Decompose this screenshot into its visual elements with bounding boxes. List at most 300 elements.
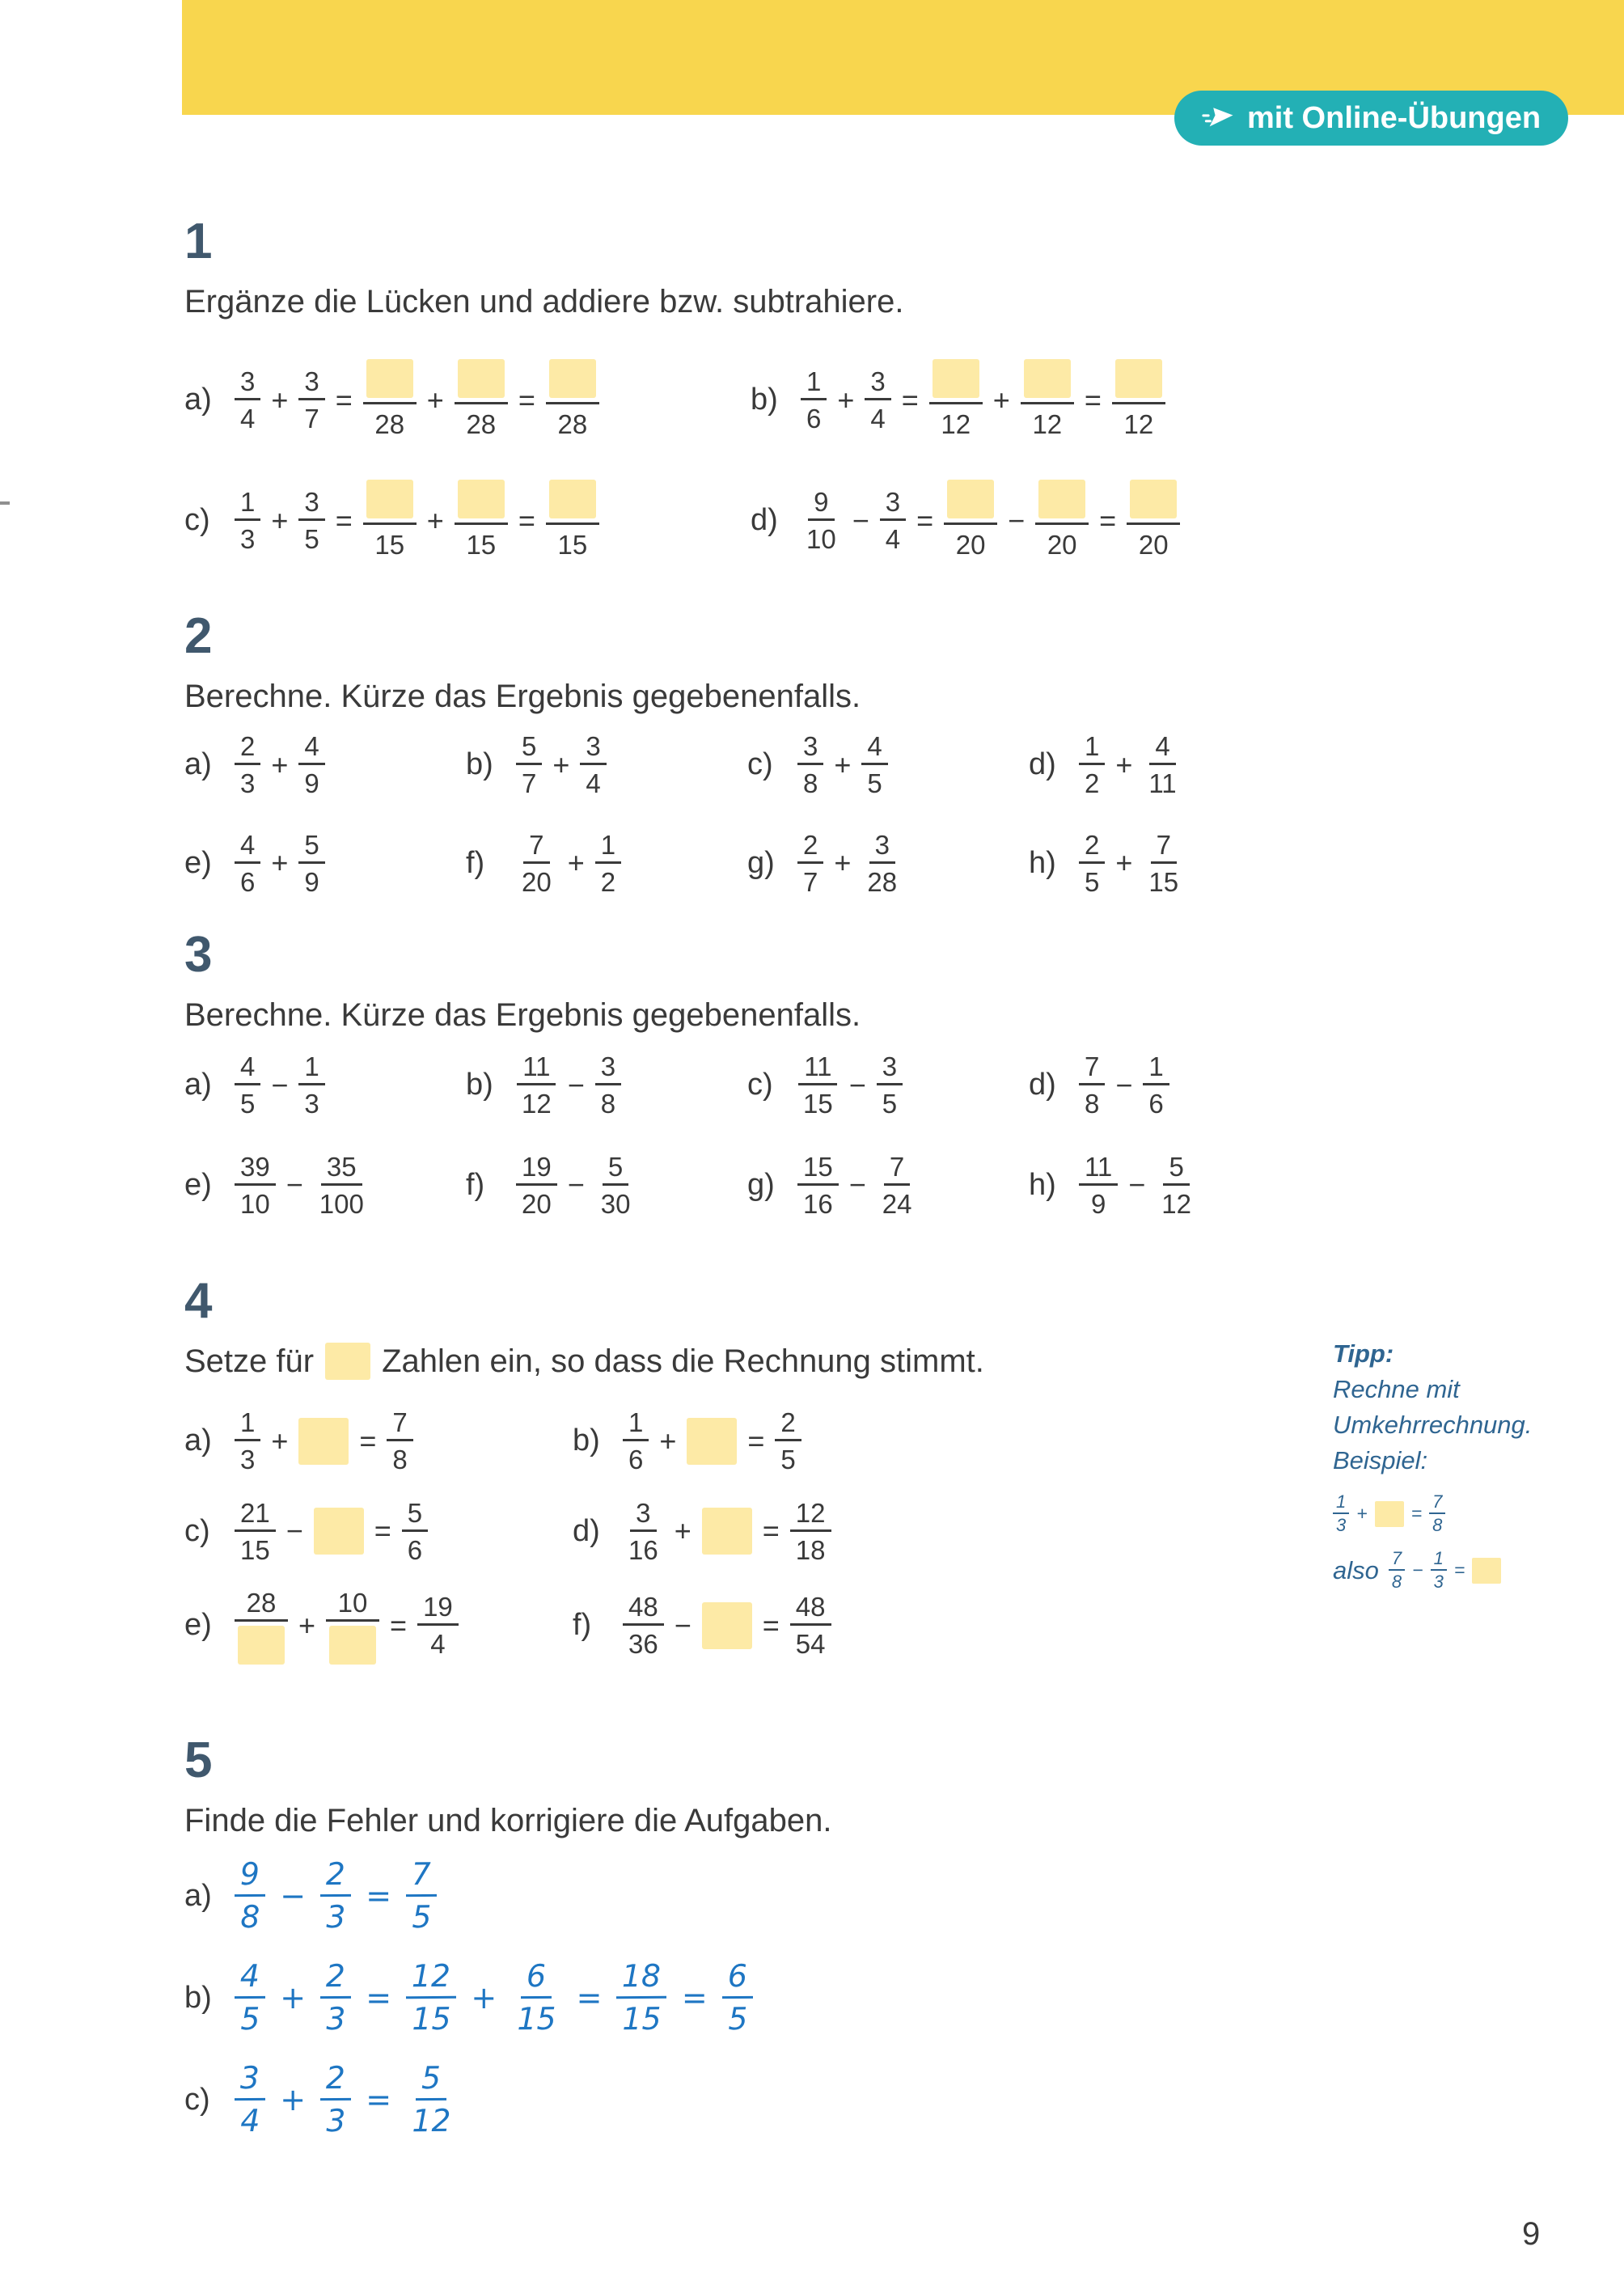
problem-b [184,1957,753,2038]
problem-d [751,480,1317,561]
problem-label: h) [1029,1167,1056,1202]
answer-box[interactable] [1375,1501,1404,1527]
problem-label: e) [184,1608,212,1643]
answer-fraction [326,1586,379,1665]
fraction [516,730,542,801]
expression [1079,1150,1197,1221]
fraction [877,1150,918,1221]
exercise-number: 3 [184,927,213,983]
answer-box[interactable] [549,480,596,518]
denominator: 5 [304,524,319,555]
fraction [775,1406,801,1477]
problem-row [184,2059,832,2140]
numerator: 5 [516,730,542,765]
online-exercises-badge[interactable] [1174,91,1568,146]
fraction [1079,828,1105,899]
numerator: 3 [298,365,324,400]
fraction [595,1150,636,1221]
expression [235,359,599,441]
expression [235,1150,370,1221]
denominator: 6 [407,1534,423,1565]
denominator: 3 [1336,1515,1347,1536]
denominator: 10 [806,524,836,555]
operator: − [852,503,869,537]
numerator: 7 [1151,828,1177,864]
expression [516,1150,636,1221]
answer-fraction [944,480,997,561]
problem-label: c) [184,1513,210,1548]
numerator: 9 [235,1855,266,1897]
numerator: 1 [1333,1491,1349,1514]
problem-f [466,828,747,899]
denominator: 3 [326,2000,346,2037]
problem-d [573,1496,961,1567]
expression [623,1590,831,1661]
fraction [298,485,324,556]
fraction [320,1855,352,1936]
answer-box[interactable] [238,1626,285,1665]
exercise-2 [184,608,1310,899]
fraction [721,1957,753,2038]
fraction [314,1150,370,1221]
operator: + [271,747,289,781]
numerator: 7 [1429,1491,1445,1514]
denominator: 2 [1085,768,1100,799]
answer-box[interactable] [549,359,596,398]
fraction [235,730,260,801]
numerator: 1 [1431,1548,1447,1571]
problem-f [466,1150,747,1221]
operator: − [1115,1068,1133,1102]
operator: = [1410,1503,1423,1525]
operator: + [1356,1503,1368,1525]
exercise-instruction: Berechne. Kürze das Ergebnis gegebenenfalls. [184,679,861,714]
denominator: 18 [795,1534,826,1565]
answer-box[interactable] [1130,480,1177,518]
problem-b [751,359,1317,441]
denominator: 4 [885,524,901,555]
operator: + [280,2082,307,2117]
operator: − [1412,1559,1423,1581]
answer-fraction [546,359,599,441]
fraction [516,1050,557,1121]
numerator: 39 [235,1150,276,1186]
answer-box[interactable] [366,480,413,518]
exercise-number: 1 [184,214,213,269]
tip-example-equation [1333,1491,1445,1537]
answer-fraction [455,359,508,441]
expression [1079,730,1182,801]
operator: − [285,1514,303,1548]
problem-c [184,2059,456,2140]
answer-fraction [1021,359,1074,441]
numerator: 35 [321,1150,362,1186]
fraction [235,1150,276,1221]
operator: = [576,1980,603,2016]
operator: = [518,383,535,417]
denominator: 12 [1112,402,1165,441]
denominator: 15 [517,2000,557,2037]
fraction [235,2059,266,2140]
problem-label: b) [184,1980,212,2015]
denominator: 15 [455,522,508,561]
numerator: 5 [298,828,324,864]
fraction [801,485,842,556]
fraction [623,1496,664,1567]
expression [801,359,1165,441]
answer-box[interactable] [314,1508,364,1555]
fraction [235,485,260,556]
page-number: 9 [1522,2216,1541,2252]
denominator: 28 [455,402,508,441]
numerator: 1 [235,1406,260,1441]
denominator: 12 [1021,402,1074,441]
numerator: 2 [1079,828,1105,864]
expression [1079,1050,1169,1121]
problem-label: b) [573,1424,600,1458]
answer-box[interactable] [687,1418,737,1465]
problem-rows [184,359,1317,562]
operator: − [848,1068,866,1102]
exercise-4 [184,1273,984,1665]
operator: + [834,747,852,781]
operator: = [901,383,919,417]
numerator: 7 [1079,1050,1105,1085]
fraction [595,828,621,899]
operator: = [366,1980,392,2016]
fraction [298,730,324,801]
numerator: 7 [884,1150,910,1186]
exercise-number: 4 [184,1273,213,1329]
fraction [1156,1150,1197,1221]
answer-box[interactable] [329,1626,376,1665]
exercise-instruction [184,1341,984,1381]
denominator: 4 [430,1629,446,1660]
answer-box[interactable] [298,1418,349,1465]
denominator: 5 [727,2000,748,2037]
problem-label: g) [747,1167,775,1202]
fraction [865,365,890,436]
denominator: 6 [1148,1089,1164,1119]
operator: + [1115,747,1133,781]
denominator: 12 [929,402,983,441]
numerator: 1 [235,485,260,521]
tip-sidebar [1333,1336,1612,1593]
exercise-instruction: Finde die Fehler und korrigiere die Aufgaben. [184,1803,832,1838]
denominator: 3 [1433,1572,1444,1593]
denominator: 5 [780,1445,796,1475]
expression [235,730,325,801]
problem-label: f) [466,845,485,880]
operator: + [674,1514,691,1548]
answer-fraction [455,480,508,561]
fraction [235,1496,276,1567]
numerator: 9 [808,485,834,521]
denominator: 3 [304,1089,319,1119]
numerator: 3 [880,485,906,521]
operator: + [471,1980,497,2016]
problem-g [747,1150,1029,1221]
expression [801,480,1180,561]
operator: − [280,1878,307,1914]
denominator: 20 [944,522,997,561]
problem-label: f) [573,1608,592,1643]
fraction [387,1406,412,1477]
denominator: 12 [412,2102,451,2139]
problem-row [184,1855,832,1936]
problem-c [747,730,1029,801]
problem-c [184,1496,573,1567]
denominator: 16 [803,1188,833,1219]
fraction [516,828,557,899]
denominator: 2 [600,866,616,897]
expression [1079,828,1184,899]
answer-box[interactable] [325,1343,370,1380]
denominator: 30 [600,1188,631,1219]
problem-a [184,1855,437,1936]
problem-label: h) [1029,845,1056,880]
operator: + [837,383,855,417]
expression [797,828,903,899]
expression [235,1050,325,1121]
numerator: 2 [320,2059,352,2101]
instruction-text: Setze für [184,1343,315,1379]
numerator: 5 [603,1150,628,1186]
denominator: 10 [240,1188,270,1219]
problem-label: e) [184,845,212,880]
paper-plane-icon [1202,106,1234,130]
answer-box[interactable] [366,359,413,398]
problem-rows [184,730,1310,899]
numerator: 3 [580,730,606,765]
answer-fraction [929,359,983,441]
answer-box[interactable] [947,480,994,518]
denominator: 5 [867,768,882,799]
answer-box[interactable] [458,359,505,398]
problem-h [1029,828,1310,899]
denominator: 12 [1161,1188,1192,1219]
operator: = [1099,503,1117,537]
denominator: 11 [1148,768,1177,799]
numerator: 3 [595,1050,621,1085]
denominator: 5 [412,1898,432,1935]
problem-row [184,730,1310,801]
operator: = [359,1424,377,1457]
answer-box[interactable] [933,359,979,398]
operator: + [271,1424,289,1457]
fraction [417,1590,459,1661]
fraction [235,365,260,436]
denominator: 15 [240,1534,270,1565]
fraction [1143,730,1182,801]
denominator: 36 [628,1629,658,1660]
answer-box[interactable] [702,1602,752,1649]
operator: = [762,1514,780,1548]
problem-e [184,1586,573,1665]
tip-text: Beispiel: [1333,1446,1428,1475]
problem-label: a) [184,1878,212,1913]
answer-box[interactable] [702,1508,752,1555]
numerator: 7 [523,828,549,864]
problem-label: a) [184,747,212,782]
operator: − [567,1068,585,1102]
operator: − [674,1608,691,1642]
denominator: 8 [392,1445,408,1475]
numerator: 11 [1079,1150,1118,1186]
numerator: 12 [790,1496,831,1532]
numerator: 1 [801,365,827,400]
problem-label: c) [747,1068,773,1102]
expression [235,1406,413,1477]
fraction [406,2059,457,2141]
denominator: 3 [326,1898,346,1935]
numerator: 28 [235,1586,288,1622]
numerator: 3 [630,1496,656,1532]
denominator: 9 [1090,1188,1106,1219]
problem-label: g) [747,845,775,880]
denominator: 6 [628,1445,644,1475]
operator: = [335,383,353,417]
expression [516,730,607,801]
operator: + [426,383,444,417]
numerator: 48 [623,1590,664,1626]
numerator: 2 [797,828,823,864]
denominator: 9 [304,768,319,799]
denominator: 24 [882,1188,912,1219]
operator: + [271,503,289,537]
fraction [790,1496,831,1567]
expression [516,828,621,899]
fraction [580,730,606,801]
denominator: 28 [867,866,898,897]
problem-label: a) [184,383,212,417]
problem-label: a) [184,1424,212,1458]
fraction [235,828,260,899]
answer-fraction [1035,480,1089,561]
numerator: 5 [1163,1150,1189,1186]
operator: − [567,1168,585,1202]
operator: + [271,383,289,417]
denominator: 15 [363,522,417,561]
fraction [406,1957,457,2039]
problem-a [184,1050,466,1121]
denominator: 7 [522,768,537,799]
numerator: 4 [298,730,324,765]
problem-label: b) [466,747,493,782]
fraction [1079,1050,1105,1121]
tip-example-solution [1333,1548,1612,1593]
answer-box[interactable] [1115,359,1162,398]
denominator: 3 [326,2102,346,2139]
answer-box[interactable] [1024,359,1071,398]
expression [235,480,599,561]
denominator: 4 [586,768,601,799]
problem-label: f) [466,1167,485,1202]
tip-text: also [1333,1555,1379,1584]
exercise-5 [184,1732,832,2140]
denominator: 20 [1035,522,1089,561]
numerator: 3 [865,365,890,400]
operator: + [834,846,852,880]
handwritten-expression [235,1957,753,2038]
denominator: 20 [1127,522,1180,561]
operator: = [390,1608,408,1642]
numerator: 1 [1079,730,1105,765]
denominator: 15 [546,522,599,561]
numerator: 3 [877,1050,903,1085]
denominator: 8 [1391,1572,1402,1593]
answer-fraction [546,480,599,561]
fraction [298,1050,324,1121]
operator: + [552,747,570,781]
numerator: 11 [798,1050,837,1085]
numerator: 1 [298,1050,324,1085]
denominator: 28 [546,402,599,441]
operator: − [848,1168,866,1202]
problem-b [466,730,747,801]
numerator: 2 [775,1406,801,1441]
numerator: 5 [416,2059,447,2101]
denominator: 9 [304,866,319,897]
fraction [235,1406,260,1477]
denominator: 15 [803,1089,833,1119]
denominator: 3 [240,1445,256,1475]
fraction [235,1855,266,1936]
denominator: 4 [870,404,886,434]
numerator: 6 [721,1957,753,1999]
fraction [320,1957,352,2038]
numerator: 21 [235,1496,276,1532]
denominator: 5 [240,1089,256,1119]
operator: = [747,1424,765,1457]
answer-box[interactable] [1472,1558,1501,1584]
fraction [595,1050,621,1121]
problem-row [184,1150,1310,1221]
operator: = [366,2082,392,2117]
numerator: 4 [235,1050,260,1085]
problem-label: d) [1029,1068,1056,1102]
numerator: 10 [326,1586,379,1622]
operator: − [271,1068,289,1102]
fraction [1079,1150,1118,1221]
fraction [877,1050,903,1121]
operator: = [681,1980,708,2016]
fraction [1389,1548,1405,1593]
numerator: 7 [406,1855,438,1897]
denominator: 20 [522,1188,552,1219]
fraction [801,365,827,436]
numerator: 48 [790,1590,831,1626]
answer-box[interactable] [1038,480,1085,518]
expression [623,1406,801,1477]
denominator: 12 [522,1089,552,1119]
answer-fraction [1112,359,1165,441]
fraction [797,1050,839,1121]
operator: = [762,1608,780,1642]
numerator: 7 [1389,1548,1405,1571]
operator: + [298,1608,316,1642]
problem-e [184,828,466,899]
problem-b [573,1406,961,1477]
problem-a [184,359,751,441]
operator: = [1453,1559,1465,1581]
exercise-instruction: Ergänze die Lücken und addiere bzw. subtrahiere. [184,284,904,319]
answer-box[interactable] [458,480,505,518]
answer-fraction [363,359,417,441]
badge-label: mit Online-Übungen [1247,100,1542,135]
numerator: 2 [320,1855,352,1897]
problem-d [1029,1050,1310,1121]
